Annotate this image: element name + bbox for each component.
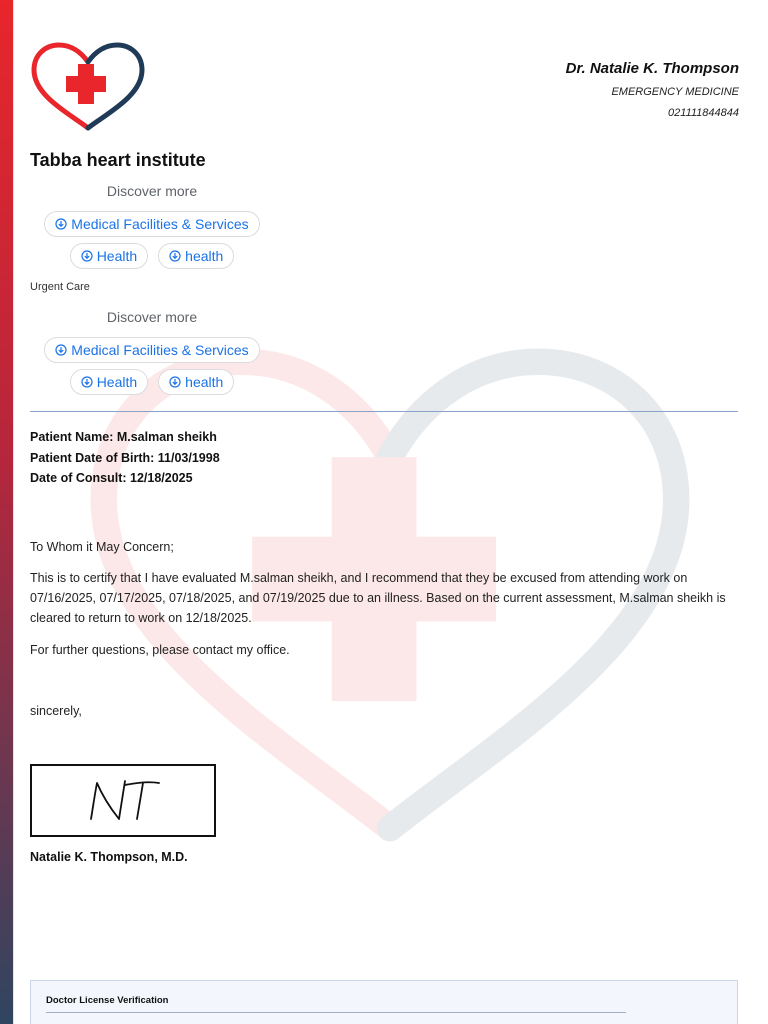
search-chip-icon bbox=[81, 376, 93, 388]
chip-health-lowercase[interactable] bbox=[158, 369, 234, 395]
chip-label: health bbox=[185, 248, 224, 264]
signature-box bbox=[30, 764, 216, 837]
patient-dob: Patient Date of Birth: 11/03/1998 bbox=[30, 450, 220, 465]
chip-label: Medical Facilities & Services bbox=[71, 342, 249, 358]
doctor-header bbox=[566, 60, 739, 119]
search-chip-icon bbox=[81, 250, 93, 262]
letter-greeting: To Whom it May Concern; bbox=[30, 540, 174, 554]
chip-label: Health bbox=[96, 248, 138, 264]
institute-name: Tabba heart institute bbox=[30, 150, 206, 170]
patient-info bbox=[30, 427, 220, 489]
search-chip-icon bbox=[55, 218, 67, 230]
discover-more-heading: Discover more bbox=[106, 309, 198, 325]
chip-health[interactable] bbox=[70, 243, 148, 269]
discover-chip-row bbox=[30, 337, 274, 363]
consult-date: Date of Consult: 12/18/2025 bbox=[30, 471, 193, 485]
letter-closing: sincerely, bbox=[30, 704, 82, 718]
doctor-specialty: EMERGENCY MEDICINE bbox=[611, 86, 739, 98]
verification-divider bbox=[46, 1012, 626, 1013]
urgent-care-label: Urgent Care bbox=[30, 281, 90, 293]
chip-label: Medical Facilities & Services bbox=[71, 216, 249, 232]
chip-label: Health bbox=[96, 374, 138, 390]
signer-name: Natalie K. Thompson, M.D. bbox=[30, 850, 188, 864]
chip-medical-facilities[interactable] bbox=[44, 211, 259, 237]
header-divider bbox=[30, 411, 738, 412]
discover-chip-row bbox=[30, 243, 274, 269]
patient-name: Patient Name: M.salman sheikh bbox=[30, 430, 217, 444]
doctor-name: Dr. Natalie K. Thompson bbox=[565, 60, 739, 77]
license-verification-panel bbox=[30, 980, 738, 1024]
letter-paragraph-1: This is to certify that I have evaluated M.salman sheikh, and I recommend that they be excused from attending work on 07/16/2025, 07/17/2025, 07/18/2025, and 07/19/2025 due to an illness. Based on the current assessment, M.salman sheikh is cleared to return to work on 12/18/2025. bbox=[30, 571, 726, 625]
chip-medical-facilities[interactable] bbox=[44, 337, 259, 363]
search-chip-icon bbox=[169, 376, 181, 388]
doctor-phone: 021111844844 bbox=[668, 107, 739, 119]
side-accent-bar bbox=[0, 0, 13, 1024]
discover-chip-row bbox=[30, 369, 274, 395]
discover-more-heading: Discover more bbox=[106, 183, 198, 199]
letter-paragraph-2: For further questions, please contact my office. bbox=[30, 643, 290, 657]
search-chip-icon bbox=[169, 250, 181, 262]
discover-chip-row bbox=[30, 211, 274, 237]
search-chip-icon bbox=[55, 344, 67, 356]
verification-title: Doctor License Verification bbox=[46, 995, 169, 1006]
handwritten-signature bbox=[63, 771, 183, 831]
heart-cross-logo-icon bbox=[28, 40, 148, 135]
chip-health[interactable] bbox=[70, 369, 148, 395]
chip-label: health bbox=[185, 374, 224, 390]
side-divider bbox=[13, 0, 14, 1024]
chip-health-lowercase[interactable] bbox=[158, 243, 234, 269]
